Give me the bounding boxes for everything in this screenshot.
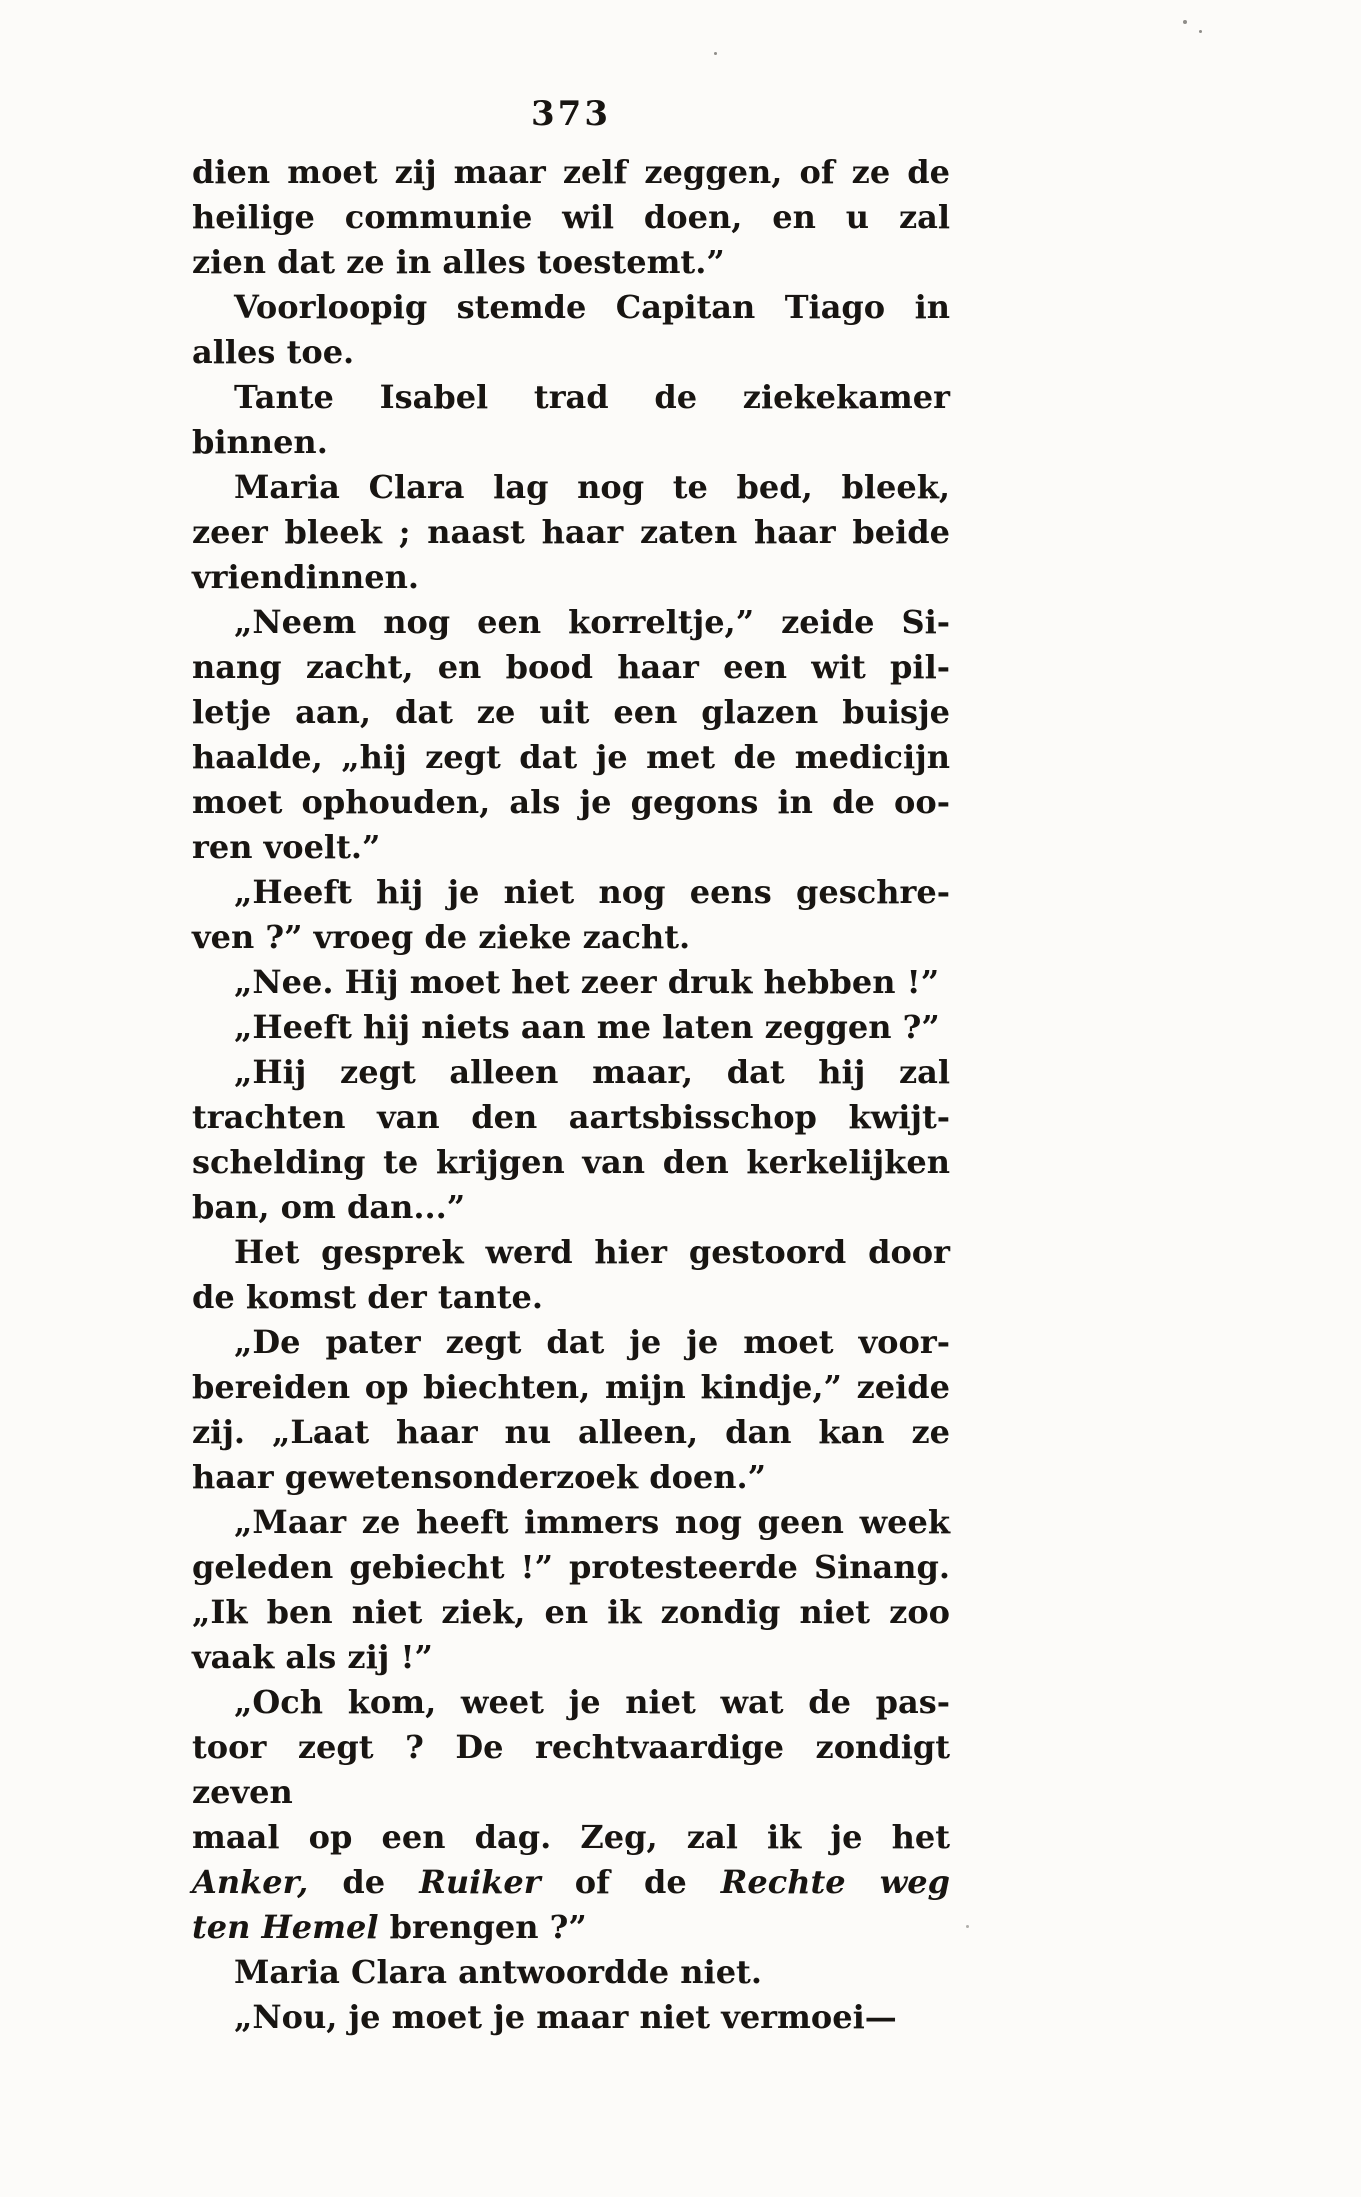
text-line: ban, om dan...” — [192, 1188, 466, 1226]
text-line: zeer bleek ; naast haar zaten haar beide — [192, 513, 950, 551]
text-line: zien dat ze in alles toestemt.” — [192, 243, 725, 281]
text-line: Maria Clara lag nog te bed, bleek, — [234, 468, 950, 506]
text-line: bereiden op biechten, mijn kindje,” zeide — [192, 1368, 950, 1406]
text-line: zij. „Laat haar nu alleen, dan kan ze — [192, 1413, 950, 1451]
text-line: „Neem nog een korreltje,” zeide Si- — [234, 603, 950, 641]
text-line: „Och kom, weet je niet wat de pas- — [234, 1683, 950, 1721]
text-line: binnen. — [192, 423, 328, 461]
text-line: „Nou, je moet je maar niet vermoei— — [234, 1998, 897, 2036]
page-number: 373 — [531, 94, 611, 134]
body-text — [192, 150, 950, 2040]
text-segment: brengen ?” — [378, 1908, 587, 1946]
text-line: maal op een dag. Zeg, zal ik je het — [192, 1818, 950, 1856]
text-line: vriendinnen. — [192, 558, 420, 596]
text-line: alles toe. — [192, 333, 355, 371]
text-segment: de — [308, 1863, 420, 1901]
scan-speckle — [714, 52, 717, 55]
scan-speckle — [1199, 30, 1202, 33]
book-title-ruiker: Ruiker — [419, 1863, 541, 1901]
text-line: „Ik ben niet ziek, en ik zondig niet zoo — [192, 1593, 950, 1631]
book-title-ten-hemel: ten Hemel — [192, 1908, 379, 1946]
text-line: trachten van den aartsbisschop kwijt- — [192, 1098, 950, 1136]
text-line — [192, 1860, 950, 1905]
scan-speckle — [966, 1925, 969, 1928]
text-line: de komst der tante. — [192, 1278, 543, 1316]
book-title-rechte-weg: Rechte weg — [720, 1863, 951, 1901]
text-line: „De pater zegt dat je je moet voor- — [234, 1323, 950, 1361]
text-line: „Hij zegt alleen maar, dat hij zal — [234, 1053, 950, 1091]
text-line: nang zacht, en bood haar een wit pil- — [192, 648, 950, 686]
scan-speckle — [1183, 20, 1187, 24]
text-line: haalde, „hij zegt dat je met de medicijn — [192, 738, 950, 776]
text-line: moet ophouden, als je gegons in de oo- — [192, 783, 950, 821]
text-segment: of de — [540, 1863, 721, 1901]
text-line: haar gewetensonderzoek doen.” — [192, 1458, 767, 1496]
text-line: heilige communie wil doen, en u zal — [192, 198, 950, 236]
text-line: vaak als zij !” — [192, 1638, 433, 1676]
text-line: Maria Clara antwoordde niet. — [234, 1953, 762, 1991]
text-line: „Heeft hij je niet nog eens geschre- — [234, 873, 950, 911]
text-line: Voorloopig stemde Capitan Tiago in — [234, 288, 950, 326]
text-line: schelding te krijgen van den kerkelijken — [192, 1143, 950, 1181]
text-line: toor zegt ? De rechtvaardige zondigt zeven — [192, 1728, 950, 1811]
text-line — [192, 1905, 950, 1950]
text-line: Het gesprek werd hier gestoord door — [234, 1233, 950, 1271]
text-line: ven ?” vroeg de zieke zacht. — [192, 918, 691, 956]
text-line: ren voelt.” — [192, 828, 381, 866]
text-line: „Maar ze heeft immers nog geen week — [234, 1503, 950, 1541]
book-title-anker: Anker, — [192, 1863, 309, 1901]
text-line: dien moet zij maar zelf zeggen, of ze de — [192, 153, 950, 191]
text-line: „Nee. Hij moet het zeer druk hebben !” — [234, 963, 940, 1001]
text-line: geleden gebiecht !” protesteerde Sinang. — [192, 1548, 950, 1586]
text-line: „Heeft hij niets aan me laten zeggen ?” — [234, 1008, 940, 1046]
text-line: Tante Isabel trad de ziekekamer — [234, 378, 950, 416]
text-line: letje aan, dat ze uit een glazen buisje — [192, 693, 950, 731]
